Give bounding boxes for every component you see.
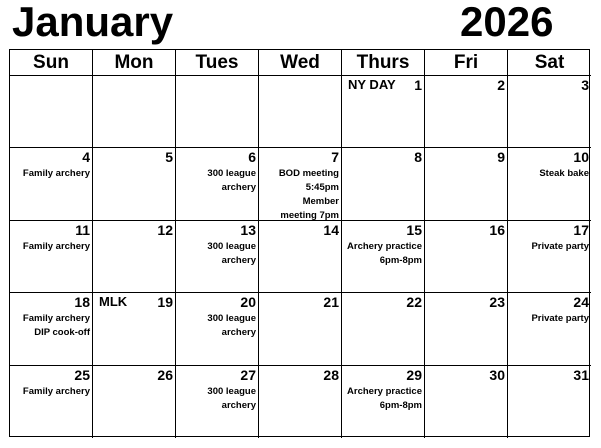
day-number: 17 — [573, 221, 589, 238]
event-line: 6pm-8pm — [379, 399, 422, 411]
month-title: January — [12, 0, 174, 45]
day-number: 13 — [240, 221, 256, 238]
day-cell — [176, 76, 259, 148]
event-line: Archery practice — [347, 385, 422, 397]
day-cell — [93, 76, 176, 148]
day-number: 27 — [240, 366, 256, 383]
day-cell — [259, 76, 342, 148]
day-number: 16 — [489, 221, 505, 238]
day-number: 20 — [240, 294, 256, 311]
event-list — [23, 240, 90, 254]
day-cell — [425, 76, 508, 148]
day-cell — [259, 366, 342, 438]
day-cell — [93, 366, 176, 438]
event-line: 300 league — [207, 385, 256, 397]
weekday-header-thurs: Thurs — [342, 50, 425, 76]
day-number: 11 — [75, 221, 90, 238]
day-cell — [425, 366, 508, 438]
weekday-header-wed: Wed — [259, 50, 342, 76]
holiday-label: NY DAY — [348, 77, 396, 92]
day-cell — [93, 148, 176, 220]
event-list — [207, 167, 256, 195]
event-list — [539, 167, 589, 181]
day-number: 29 — [406, 366, 422, 383]
day-cell — [342, 293, 425, 365]
event-line: Family archery — [22, 313, 90, 325]
day-number: 7 — [331, 149, 339, 166]
day-cell — [176, 293, 259, 365]
day-number: 5 — [165, 149, 173, 166]
day-number: 2 — [497, 77, 505, 93]
day-cell — [176, 366, 259, 438]
event-line: Member — [302, 196, 339, 208]
event-line: Family archery — [22, 168, 90, 180]
day-cell — [10, 76, 93, 148]
day-number: 4 — [82, 149, 90, 166]
day-cell — [176, 221, 259, 293]
holiday-label: MLK — [99, 294, 128, 310]
day-cell — [342, 148, 425, 220]
day-number: 10 — [573, 149, 589, 166]
day-number: 19 — [157, 294, 173, 311]
day-cell — [342, 221, 425, 293]
event-list — [347, 385, 422, 413]
event-line: archery — [221, 327, 256, 339]
day-cell — [93, 221, 176, 293]
weekday-header-sun: Sun — [10, 50, 93, 76]
day-cell — [10, 366, 93, 438]
event-line: 6pm-8pm — [379, 254, 422, 266]
event-line: Private party — [531, 240, 589, 252]
day-number: 23 — [489, 294, 505, 311]
day-number: 1 — [414, 77, 422, 93]
calendar-grid — [9, 49, 590, 437]
event-line: 300 league — [207, 240, 256, 252]
day-number: 9 — [497, 149, 505, 166]
event-line: DIP cook-off — [34, 327, 90, 339]
event-line: 5:45pm — [305, 182, 339, 194]
event-list — [207, 385, 256, 413]
day-cell — [10, 293, 93, 365]
event-list — [531, 312, 589, 326]
event-list — [347, 240, 422, 268]
weekday-header-mon: Mon — [93, 50, 176, 76]
event-list — [23, 312, 90, 340]
day-number: 3 — [581, 77, 589, 93]
event-line: archery — [221, 254, 256, 266]
event-line: Family archery — [22, 385, 90, 397]
day-cell — [508, 221, 591, 293]
day-number: 24 — [573, 294, 589, 311]
day-cell — [342, 76, 425, 148]
event-line: Private party — [531, 313, 589, 325]
event-list — [531, 240, 589, 254]
day-number: 22 — [406, 294, 422, 311]
day-cell — [508, 293, 591, 365]
event-line: archery — [221, 399, 256, 411]
day-cell — [508, 76, 591, 148]
day-number: 12 — [157, 221, 173, 238]
weekday-header-fri: Fri — [425, 50, 508, 76]
weekday-header-sat: Sat — [508, 50, 591, 76]
year-title: 2026 — [460, 0, 554, 45]
event-list — [23, 167, 90, 181]
event-line: Family archery — [22, 240, 90, 252]
day-number: 31 — [573, 366, 589, 383]
day-cell — [10, 221, 93, 293]
event-list — [207, 312, 256, 340]
day-number: 26 — [157, 366, 173, 383]
day-number: 21 — [323, 294, 339, 311]
day-number: 18 — [74, 294, 90, 311]
day-cell — [10, 148, 93, 220]
day-cell — [508, 148, 591, 220]
day-cell — [259, 148, 342, 220]
day-cell — [425, 148, 508, 220]
event-line: Archery practice — [347, 240, 422, 252]
day-cell — [425, 221, 508, 293]
event-list — [207, 240, 256, 268]
day-cell — [259, 293, 342, 365]
event-list — [23, 385, 90, 399]
day-number: 15 — [406, 221, 422, 238]
day-number: 28 — [323, 366, 339, 383]
event-line: 300 league — [207, 168, 256, 180]
day-number: 6 — [248, 149, 256, 166]
day-number: 25 — [74, 366, 90, 383]
event-line: meeting 7pm — [280, 210, 339, 221]
day-cell — [176, 148, 259, 220]
event-list — [279, 167, 339, 220]
weekday-header-tues: Tues — [176, 50, 259, 76]
day-number: 14 — [323, 221, 339, 238]
day-cell — [259, 221, 342, 293]
day-cell — [342, 366, 425, 438]
event-line: Steak bake — [539, 168, 589, 180]
event-line: 300 league — [207, 313, 256, 325]
day-cell — [508, 366, 591, 438]
event-line: archery — [221, 182, 256, 194]
day-number: 8 — [414, 149, 422, 166]
day-cell — [93, 293, 176, 365]
event-line: BOD meeting — [278, 168, 339, 180]
day-number: 30 — [489, 366, 505, 383]
day-cell — [425, 293, 508, 365]
